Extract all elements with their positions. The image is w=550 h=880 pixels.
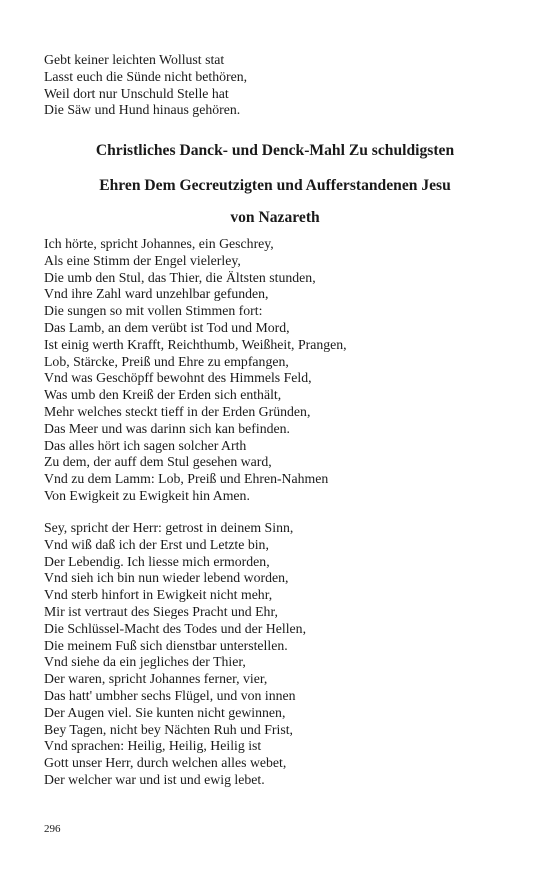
verse-line: Die Säw und Hund hinaus gehören. bbox=[44, 102, 241, 118]
verse-line: Das Meer und was darinn sich kan befinden. bbox=[44, 420, 290, 436]
verse-line: Vnd sterb hinfort in Ewigkeit nicht mehr, bbox=[44, 587, 273, 603]
verse-line: Ist einig werth Krafft, Reichthumb, Weißheit, Prangen, bbox=[44, 336, 347, 352]
poem-title bbox=[0, 177, 550, 195]
verse-line: Die umb den Stul, das Thier, die Ältsten stunden, bbox=[44, 269, 316, 285]
verse-line: Der welcher war und ist und ewig lebet. bbox=[44, 771, 265, 787]
verse-line: Vnd sieh ich bin nun wieder lebend worden, bbox=[44, 570, 289, 586]
verse-line: Gott unser Herr, durch welchen alles webet, bbox=[44, 755, 287, 771]
verse-line: Die Schlüssel-Macht des Todes und der Hellen, bbox=[44, 620, 307, 636]
verse-line: Zu dem, der auff dem Stul gesehen ward, bbox=[44, 454, 272, 470]
verse-line: Der waren, spricht Johannes ferner, vier, bbox=[44, 671, 268, 687]
verse-line: Vnd siehe da ein jegliches der Thier, bbox=[44, 654, 246, 670]
verse-line: Vnd ihre Zahl ward unzehlbar gefunden, bbox=[44, 286, 269, 302]
verse-line: Die meinem Fuß sich dienstbar unterstellen. bbox=[44, 637, 288, 653]
verse-line: Als eine Stimm der Engel vielerley, bbox=[44, 252, 241, 268]
poem-title bbox=[0, 142, 550, 160]
verse-line: Die sungen so mit vollen Stimmen fort: bbox=[44, 303, 263, 319]
verse-line: Sey, spricht der Herr: getrost in deinem Sinn, bbox=[44, 520, 294, 535]
verse-line: Mehr welches steckt tieff in der Erden Gründen, bbox=[44, 403, 311, 419]
verse-line: Das hatt' umbher sechs Flügel, und von innen bbox=[44, 687, 296, 703]
verse-line: Vnd sprachen: Heilig, Heilig, Heilig ist bbox=[44, 738, 262, 754]
title-line: von Nazareth bbox=[230, 209, 320, 226]
title-line: Ehren Dem Gecreutzigten und Aufferstandenen Jesu bbox=[99, 177, 451, 194]
poem-title bbox=[0, 209, 550, 227]
verse-line: Lasst euch die Sünde nicht bethören, bbox=[44, 68, 248, 84]
verse-line: Bey Tagen, nicht bey Nächten Ruh und Frist, bbox=[44, 721, 293, 737]
verse-line: Das alles hört ich sagen solcher Arth bbox=[44, 437, 247, 453]
title-line: Christliches Danck- und Denck-Mahl Zu schuldigsten bbox=[95, 142, 455, 159]
verse-line: Vnd was Geschöpff bewohnt des Himmels Feld, bbox=[44, 370, 312, 386]
verse-line: Weil dort nur Unschuld Stelle hat bbox=[44, 85, 229, 101]
verse-line: Was umb den Kreiß der Erden sich enthält, bbox=[44, 387, 282, 403]
verse-line: Vnd wiß daß ich der Erst und Letzte bin, bbox=[44, 536, 269, 552]
verse-line: Mir ist vertraut des Sieges Pracht und Ehr, bbox=[44, 603, 278, 619]
verse-line: Lob, Stärcke, Preiß und Ehre zu empfangen, bbox=[44, 353, 289, 369]
stanza-2 bbox=[44, 520, 306, 789]
verse-line: Vnd zu dem Lamm: Lob, Preiß und Ehren-Nahmen bbox=[44, 471, 329, 487]
verse-line: Ich hörte, spricht Johannes, ein Geschrey, bbox=[44, 236, 274, 251]
verse-line: Der Augen viel. Sie kunten nicht gewinnen, bbox=[44, 704, 286, 720]
stanza-top bbox=[44, 52, 247, 119]
verse-line: Der Lebendig. Ich liesse mich ermorden, bbox=[44, 553, 270, 569]
verse-line: Von Ewigkeit zu Ewigkeit hin Amen. bbox=[44, 487, 250, 503]
verse-line: Gebt keiner leichten Wollust stat bbox=[44, 52, 225, 67]
verse-line: Das Lamb, an dem verübt ist Tod und Mord, bbox=[44, 319, 290, 335]
page-number: 296 bbox=[44, 823, 61, 835]
stanza-1 bbox=[44, 236, 347, 505]
